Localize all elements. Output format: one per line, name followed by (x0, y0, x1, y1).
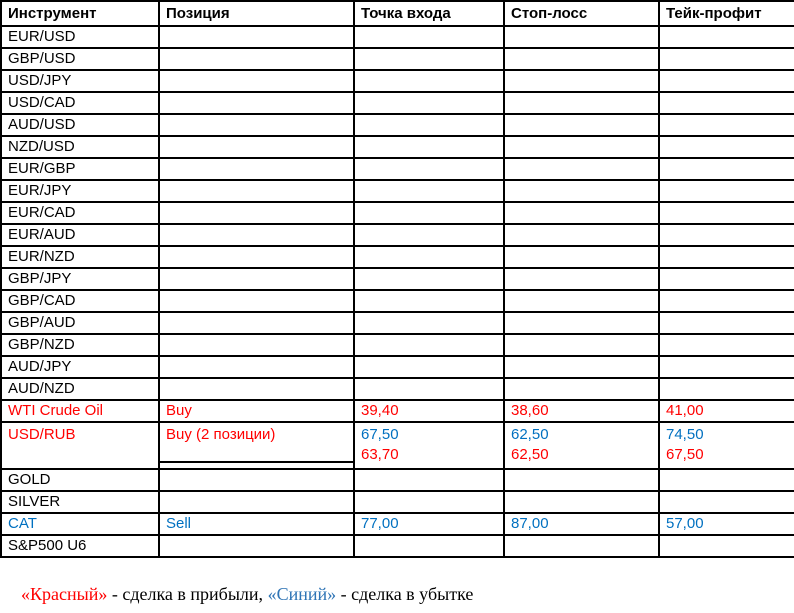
take-cell: 41,00 (659, 400, 794, 422)
instrument-cell: WTI Crude Oil (1, 400, 159, 422)
table-row (1, 268, 794, 290)
entry-cell (354, 92, 504, 114)
entry-cell: 39,40 (354, 400, 504, 422)
take-cell (659, 356, 794, 378)
entry-cell (354, 535, 504, 557)
position-cell (159, 158, 354, 180)
entry-cell (354, 246, 504, 268)
take-cell (659, 180, 794, 202)
table-row (1, 92, 794, 114)
instrument-cell: GBP/USD (1, 48, 159, 70)
stop-cell (504, 26, 659, 48)
position-cell (159, 114, 354, 136)
take-cell (659, 26, 794, 48)
header-row (1, 1, 794, 26)
table-row (1, 246, 794, 268)
position-cell (159, 48, 354, 70)
instrument-cell: EUR/GBP (1, 158, 159, 180)
column-header-position: Позиция (159, 1, 354, 26)
entry-cell (354, 48, 504, 70)
take-cell (659, 290, 794, 312)
table-row (1, 378, 794, 400)
stop-cell: 38,60 (504, 400, 659, 422)
take-cell (659, 535, 794, 557)
take-value-line: 67,50 (666, 446, 704, 463)
table-row (1, 180, 794, 202)
table-header (1, 1, 794, 26)
instrument-cell: AUD/NZD (1, 378, 159, 400)
table-row (1, 70, 794, 92)
entry-cell (354, 356, 504, 378)
take-cell (659, 268, 794, 290)
entry-cell (354, 491, 504, 513)
entry-cell (354, 136, 504, 158)
instrument-cell: GBP/JPY (1, 268, 159, 290)
stop-cell (504, 136, 659, 158)
stop-cell (504, 469, 659, 491)
take-cell (659, 202, 794, 224)
instrument-cell: USD/JPY (1, 70, 159, 92)
take-cell (659, 70, 794, 92)
take-cell (659, 334, 794, 356)
instrument-cell: USD/CAD (1, 92, 159, 114)
table-row (1, 48, 794, 70)
entry-cell (354, 26, 504, 48)
position-cell (159, 268, 354, 290)
column-header-stop-loss: Стоп-лосс (504, 1, 659, 26)
table-row (1, 422, 794, 462)
stop-cell (504, 224, 659, 246)
legend-blue-term: «Синий» (267, 584, 337, 604)
stop-cell (504, 158, 659, 180)
entry-cell (354, 114, 504, 136)
stop-cell (504, 70, 659, 92)
entry-value-line: 63,70 (361, 446, 399, 463)
entry-cell (354, 202, 504, 224)
table-row (1, 26, 794, 48)
take-cell (659, 312, 794, 334)
stop-cell (504, 48, 659, 70)
entry-cell (354, 290, 504, 312)
column-header-instrument: Инструмент (1, 1, 159, 26)
stop-cell (504, 246, 659, 268)
instrument-cell: EUR/JPY (1, 180, 159, 202)
legend-red-term: «Красный» (21, 584, 108, 604)
entry-cell (354, 334, 504, 356)
take-cell: 57,00 (659, 513, 794, 535)
table-body (1, 26, 794, 557)
table-row (1, 114, 794, 136)
legend-red-description: - сделка в прибыли, (107, 584, 268, 604)
entry-cell (354, 378, 504, 400)
position-cell-empty (159, 462, 354, 469)
table-row (1, 535, 794, 557)
stop-value-line: 62,50 (511, 446, 549, 463)
stop-cell (504, 312, 659, 334)
take-cell (659, 92, 794, 114)
entry-cell (354, 268, 504, 290)
entry-value-line: 67,50 (361, 426, 399, 443)
color-legend (3, 563, 794, 613)
take-cell (659, 158, 794, 180)
instrument-cell: EUR/AUD (1, 224, 159, 246)
table-row (1, 491, 794, 513)
take-cell (659, 469, 794, 491)
instrument-cell: AUD/JPY (1, 356, 159, 378)
instrument-cell: GBP/CAD (1, 290, 159, 312)
table-row (1, 202, 794, 224)
instrument-cell: AUD/USD (1, 114, 159, 136)
instrument-cell: USD/RUB (1, 422, 159, 469)
table-row (1, 136, 794, 158)
position-cell (159, 26, 354, 48)
take-cell (659, 378, 794, 400)
position-cell (159, 469, 354, 491)
entry-cell: 77,00 (354, 513, 504, 535)
table-row (1, 334, 794, 356)
table-row (1, 400, 794, 422)
instrument-cell: EUR/NZD (1, 246, 159, 268)
instrument-cell: EUR/CAD (1, 202, 159, 224)
position-cell (159, 202, 354, 224)
entry-cell (354, 70, 504, 92)
instrument-cell: GBP/AUD (1, 312, 159, 334)
legend-blue-description: - сделка в убытке (336, 584, 474, 604)
take-cell (659, 246, 794, 268)
table-row (1, 158, 794, 180)
stop-cell (504, 180, 659, 202)
stop-cell (504, 268, 659, 290)
column-header-entry-point: Точка входа (354, 1, 504, 26)
entry-cell (354, 224, 504, 246)
take-cell (659, 48, 794, 70)
entry-cell (354, 180, 504, 202)
instrument-cell: EUR/USD (1, 26, 159, 48)
stop-cell (504, 491, 659, 513)
stop-cell (504, 378, 659, 400)
stop-cell (504, 92, 659, 114)
entry-cell (354, 422, 504, 469)
table-row (1, 469, 794, 491)
table-row (1, 513, 794, 535)
position-cell (159, 136, 354, 158)
stop-cell (504, 114, 659, 136)
position-cell (159, 378, 354, 400)
instrument-cell: GOLD (1, 469, 159, 491)
take-cell (659, 491, 794, 513)
instrument-cell: NZD/USD (1, 136, 159, 158)
stop-cell (504, 356, 659, 378)
stop-value-line: 62,50 (511, 426, 549, 443)
position-cell (159, 92, 354, 114)
take-cell (659, 136, 794, 158)
take-cell (659, 422, 794, 469)
take-value-line: 74,50 (666, 426, 704, 443)
position-cell (159, 491, 354, 513)
position-cell (159, 224, 354, 246)
instrument-cell: CAT (1, 513, 159, 535)
position-cell: Sell (159, 513, 354, 535)
entry-cell (354, 312, 504, 334)
position-cell (159, 290, 354, 312)
position-cell: Buy (159, 400, 354, 422)
instrument-cell: S&P500 U6 (1, 535, 159, 557)
table-row (1, 290, 794, 312)
stop-cell (504, 202, 659, 224)
entry-cell (354, 469, 504, 491)
position-cell (159, 312, 354, 334)
take-cell (659, 114, 794, 136)
stop-cell: 87,00 (504, 513, 659, 535)
position-cell (159, 180, 354, 202)
instrument-cell: GBP/NZD (1, 334, 159, 356)
table-row (1, 356, 794, 378)
position-cell (159, 246, 354, 268)
position-cell (159, 70, 354, 92)
table-row (1, 224, 794, 246)
stop-cell (504, 535, 659, 557)
entry-cell (354, 158, 504, 180)
table-row (1, 312, 794, 334)
stop-cell (504, 290, 659, 312)
position-cell (159, 334, 354, 356)
stop-cell (504, 334, 659, 356)
instrument-cell: SILVER (1, 491, 159, 513)
stop-cell (504, 422, 659, 469)
position-cell (159, 356, 354, 378)
take-cell (659, 224, 794, 246)
position-cell (159, 535, 354, 557)
column-header-take-profit: Тейк-профит (659, 1, 794, 26)
position-cell: Buy (2 позиции) (159, 422, 354, 462)
